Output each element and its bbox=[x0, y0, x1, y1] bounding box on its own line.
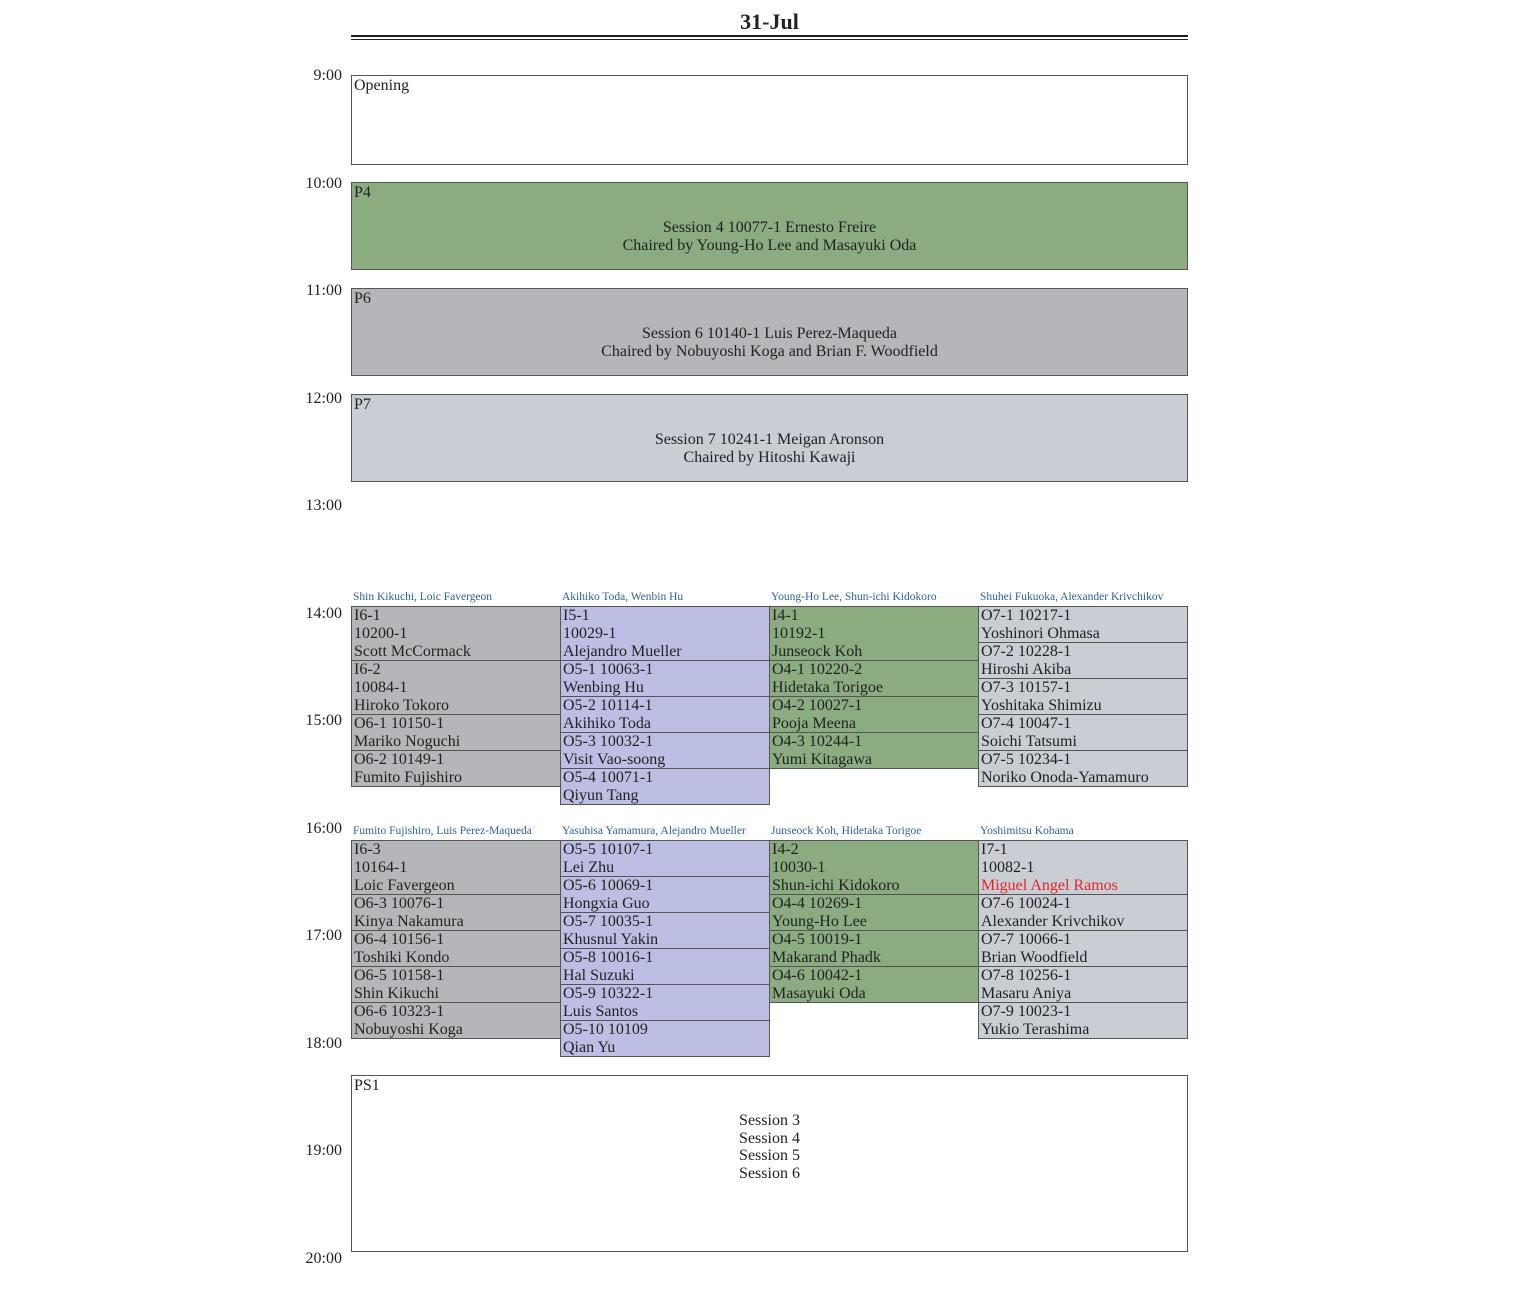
talk-cell bbox=[978, 966, 1188, 1003]
time-label: 12:00 bbox=[305, 389, 342, 407]
afternoon-chairs-col-4: Shuhei Fukuoka, Alexander Krivchikov bbox=[980, 591, 1164, 603]
talk-id: O4-4 10269-1 bbox=[772, 895, 863, 912]
talk-cell bbox=[560, 912, 770, 949]
talk-id: O7-3 10157-1 bbox=[981, 679, 1072, 696]
speaker-name: Yukio Terashima bbox=[981, 1021, 1090, 1038]
session-description bbox=[352, 431, 1187, 466]
talk-id: O5-5 10107-1 bbox=[563, 841, 654, 858]
talk-id: O7-2 10228-1 bbox=[981, 643, 1072, 660]
speaker-name: Wenbing Hu bbox=[563, 679, 644, 696]
talk-id: O4-5 10019-1 bbox=[772, 931, 863, 948]
talk-id: O5-8 10016-1 bbox=[563, 949, 654, 966]
talk-id: O7-8 10256-1 bbox=[981, 967, 1072, 984]
talk-id: O4-1 10220-2 bbox=[772, 661, 863, 678]
talk-id: O7-5 10234-1 bbox=[981, 751, 1072, 768]
speaker-name: Masaru Aniya bbox=[981, 985, 1072, 1002]
afternoon-chairs-col-3: Young-Ho Lee, Shun-ichi Kidokoro bbox=[771, 591, 937, 603]
time-label: 11:00 bbox=[306, 282, 342, 299]
talk-cell bbox=[978, 714, 1188, 751]
time-label: 9:00 bbox=[313, 67, 342, 84]
speaker-name: Yoshitaka Shimizu bbox=[981, 697, 1102, 714]
session-line: Opening bbox=[354, 77, 410, 94]
speaker-name: Shin Kikuchi bbox=[354, 985, 439, 1002]
speaker-name: Brian Woodfield bbox=[981, 949, 1088, 966]
late-afternoon-chairs-col-1: Fumito Fujishiro, Luis Perez-Maqueda bbox=[353, 825, 532, 837]
speaker-name: Scott McCormack bbox=[354, 643, 471, 660]
speaker-name: Hongxia Guo bbox=[563, 895, 650, 912]
talk-cell bbox=[978, 1002, 1188, 1039]
talk-id: O4-6 10042-1 bbox=[772, 967, 863, 984]
speaker-name: Young-Ho Lee bbox=[772, 913, 867, 930]
speaker-name: Fumito Fujishiro bbox=[354, 769, 463, 786]
session-line: Chaired by Young-Ho Lee and Masayuki Oda bbox=[622, 236, 917, 254]
time-label: 19:00 bbox=[305, 1142, 342, 1159]
session-line: Session 6 bbox=[739, 1164, 800, 1182]
talk-cell bbox=[769, 894, 979, 931]
time-label: 18:00 bbox=[305, 1034, 342, 1052]
session-line: Session 4 bbox=[739, 1129, 800, 1147]
talk-cell bbox=[560, 948, 770, 985]
talk-id: O5-3 10032-1 bbox=[563, 733, 654, 750]
talk-cell bbox=[351, 660, 561, 715]
speaker-name: Mariko Noguchi bbox=[354, 733, 461, 750]
talk-cell bbox=[978, 894, 1188, 931]
talk-id: O5-2 10114-1 bbox=[563, 697, 653, 714]
talk-id: 10084-1 bbox=[354, 679, 408, 696]
plenary-p4 bbox=[351, 182, 1188, 270]
talk-cell bbox=[978, 642, 1188, 679]
talk-id: I6-3 bbox=[354, 841, 381, 858]
talk-id: O6-5 10158-1 bbox=[354, 967, 445, 984]
talk-cell bbox=[769, 660, 979, 697]
talk-cell bbox=[560, 732, 770, 769]
talk-cell bbox=[769, 966, 979, 1003]
talk-id: O5-10 10109 bbox=[563, 1021, 648, 1038]
talk-id: O6-3 10076-1 bbox=[354, 895, 445, 912]
opening-block bbox=[351, 75, 1188, 165]
speaker-name: Shun-ichi Kidokoro bbox=[772, 877, 900, 894]
speaker-name: Pooja Meena bbox=[772, 715, 856, 732]
talk-cell bbox=[560, 660, 770, 697]
talk-id: I4-2 bbox=[772, 841, 799, 858]
talk-id: O5-4 10071-1 bbox=[563, 769, 654, 786]
talk-cell bbox=[560, 876, 770, 913]
time-label: 10:00 bbox=[305, 174, 342, 192]
talk-cell bbox=[560, 1020, 770, 1057]
poster-session-ps1 bbox=[351, 1075, 1188, 1252]
talk-id: I6-2 bbox=[354, 661, 381, 678]
talk-id: O7-4 10047-1 bbox=[981, 715, 1072, 732]
speaker-name: Visit Vao-soong bbox=[563, 751, 666, 768]
page-title: 31-Jul bbox=[740, 9, 799, 34]
talk-id: O5-6 10069-1 bbox=[563, 877, 654, 894]
talk-id: O4-2 10027-1 bbox=[772, 697, 863, 714]
talk-id: I5-1 bbox=[563, 607, 590, 624]
session-code: P4 bbox=[354, 184, 371, 201]
talk-id: 10029-1 bbox=[563, 625, 617, 642]
talk-id: O5-9 10322-1 bbox=[563, 985, 654, 1002]
session-code: P7 bbox=[354, 396, 371, 413]
speaker-name: Soichi Tatsumi bbox=[981, 733, 1077, 750]
late-afternoon-chairs-col-2: Yasuhisa Yamamura, Alejandro Mueller bbox=[562, 825, 746, 837]
plenary-p7 bbox=[351, 394, 1188, 482]
talk-cell bbox=[351, 966, 561, 1003]
talk-id: O5-1 10063-1 bbox=[563, 661, 654, 678]
talk-id: 10082-1 bbox=[981, 859, 1035, 876]
talk-id: O6-1 10150-1 bbox=[354, 715, 445, 732]
talk-id: O7-9 10023-1 bbox=[981, 1003, 1072, 1020]
speaker-name: Nobuyoshi Koga bbox=[354, 1021, 463, 1038]
time-label: 13:00 bbox=[305, 497, 342, 514]
session-line: Session 6 10140-1 Luis Perez-Maqueda bbox=[641, 325, 898, 342]
speaker-name: Junseock Koh bbox=[772, 643, 863, 660]
talk-cell bbox=[978, 930, 1188, 967]
session-code: PS1 bbox=[354, 1077, 380, 1094]
session-line: Session 3 bbox=[739, 1112, 800, 1129]
speaker-name: Alejandro Mueller bbox=[563, 643, 682, 660]
speaker-name: Hiroko Tokoro bbox=[354, 697, 450, 714]
session-description bbox=[352, 219, 1187, 254]
late-afternoon-chairs-col-3: Junseock Koh, Hidetaka Torigoe bbox=[771, 825, 922, 837]
talk-cell bbox=[978, 678, 1188, 715]
speaker-name: Makarand Phadk bbox=[772, 949, 881, 966]
talk-cell bbox=[560, 768, 770, 805]
speaker-name: Kinya Nakamura bbox=[354, 913, 464, 930]
session-line: Session 7 10241-1 Meigan Aronson bbox=[654, 431, 885, 448]
speaker-name: Yoshinori Ohmasa bbox=[981, 625, 1100, 642]
talk-cell bbox=[351, 840, 561, 895]
talk-cell bbox=[769, 606, 979, 661]
talk-id: I6-1 bbox=[354, 607, 381, 624]
speaker-name: Masayuki Oda bbox=[772, 985, 866, 1002]
session-line: Session 5 bbox=[739, 1147, 800, 1164]
afternoon-chairs-col-1: Shin Kikuchi, Loic Favergeon bbox=[353, 591, 493, 603]
talk-id: 10192-1 bbox=[772, 625, 826, 642]
session-description bbox=[354, 77, 1187, 95]
talk-id: O6-4 10156-1 bbox=[354, 931, 445, 948]
speaker-name: Hiroshi Akiba bbox=[981, 661, 1072, 678]
title-rule bbox=[351, 35, 1188, 37]
talk-id: I7-1 bbox=[981, 841, 1008, 858]
talk-cell bbox=[351, 930, 561, 967]
afternoon-chairs-col-2: Akihiko Toda, Wenbin Hu bbox=[562, 591, 684, 603]
talk-id: O6-6 10323-1 bbox=[354, 1003, 445, 1020]
time-label: 14:00 bbox=[305, 604, 342, 622]
speaker-name: Toshiki Kondo bbox=[354, 949, 450, 966]
talk-cell bbox=[351, 714, 561, 751]
session-line: Session 4 10077-1 Ernesto Freire bbox=[662, 219, 877, 236]
speaker-name: Khusnul Yakin bbox=[563, 931, 659, 948]
talk-id: O7-1 10217-1 bbox=[981, 607, 1072, 624]
time-label: 16:00 bbox=[305, 819, 342, 837]
talk-cell bbox=[978, 606, 1188, 643]
plenary-p6 bbox=[351, 288, 1188, 376]
speaker-name: Qiyun Tang bbox=[563, 787, 639, 804]
speaker-name: Hidetaka Torigoe bbox=[772, 679, 883, 696]
session-description bbox=[352, 1112, 1187, 1182]
talk-cell bbox=[560, 840, 770, 877]
speaker-name: Loic Favergeon bbox=[354, 877, 455, 894]
talk-cell bbox=[769, 840, 979, 895]
speaker-name: Akihiko Toda bbox=[563, 715, 651, 732]
talk-id: O6-2 10149-1 bbox=[354, 751, 445, 768]
speaker-name: Hal Suzuki bbox=[563, 967, 635, 984]
talk-id: 10164-1 bbox=[354, 859, 408, 876]
speaker-name: Yumi Kitagawa bbox=[772, 751, 872, 768]
speaker-name: Miguel Angel Ramos bbox=[981, 877, 1118, 894]
time-label: 15:00 bbox=[305, 712, 342, 729]
talk-cell bbox=[351, 606, 561, 661]
talk-id: O5-7 10035-1 bbox=[563, 913, 654, 930]
speaker-name: Luis Santos bbox=[563, 1003, 639, 1020]
talk-cell bbox=[560, 606, 770, 661]
session-code: P6 bbox=[354, 290, 371, 307]
talk-cell bbox=[351, 894, 561, 931]
late-afternoon-chairs-col-4: Yoshimitsu Kohama bbox=[980, 825, 1074, 837]
talk-cell bbox=[560, 984, 770, 1021]
session-description bbox=[352, 325, 1187, 360]
speaker-name: Alexander Krivchikov bbox=[981, 913, 1125, 930]
talk-cell bbox=[769, 930, 979, 967]
talk-id: I4-1 bbox=[772, 607, 799, 624]
time-label: 17:00 bbox=[305, 927, 342, 944]
talk-cell bbox=[978, 840, 1188, 895]
talk-id: O7-7 10066-1 bbox=[981, 931, 1072, 948]
session-line: Chaired by Hitoshi Kawaji bbox=[683, 448, 856, 466]
speaker-name: Noriko Onoda-Yamamuro bbox=[981, 769, 1149, 786]
talk-id: 10030-1 bbox=[772, 859, 826, 876]
title-rule-thin bbox=[351, 39, 1188, 40]
session-line: Chaired by Nobuyoshi Koga and Brian F. Woodfield bbox=[601, 342, 938, 360]
talk-id: O7-6 10024-1 bbox=[981, 895, 1072, 912]
talk-cell bbox=[351, 1002, 561, 1039]
talk-id: O4-3 10244-1 bbox=[772, 733, 863, 750]
talk-cell bbox=[769, 696, 979, 733]
talk-cell bbox=[978, 750, 1188, 787]
time-label: 20:00 bbox=[305, 1249, 342, 1267]
speaker-name: Qian Yu bbox=[563, 1039, 616, 1056]
talk-cell bbox=[560, 696, 770, 733]
speaker-name: Lei Zhu bbox=[563, 859, 615, 876]
talk-cell bbox=[769, 732, 979, 769]
talk-cell bbox=[351, 750, 561, 787]
talk-id: 10200-1 bbox=[354, 625, 408, 642]
